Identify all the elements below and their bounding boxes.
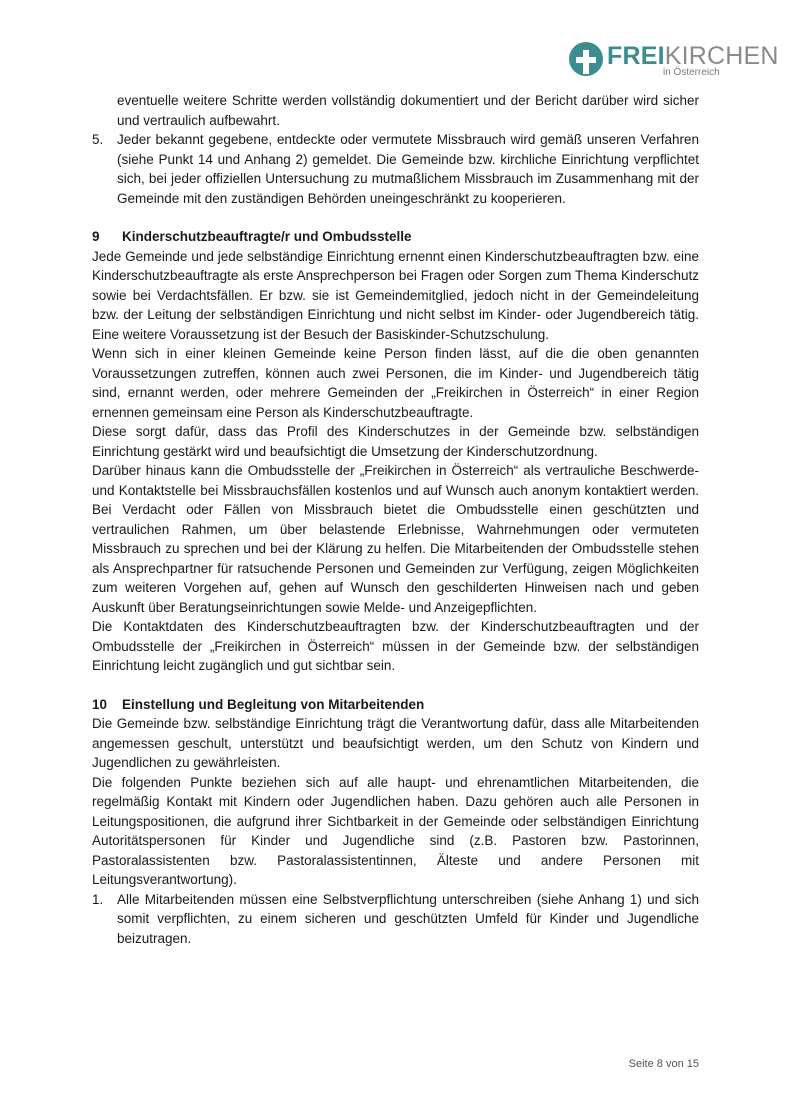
list-number: 5.: [92, 132, 104, 147]
document-body: [92, 91, 699, 948]
logo-wordmark: FREIKIRCHEN: [607, 42, 779, 70]
page-number: Seite 8 von 15: [628, 1058, 699, 1070]
paragraph: Jede Gemeinde und jede selbständige Einrichtung ernennt einen Kinderschutzbeauftragten bzw. eine Kinderschutzbeauftragte als erste Ansprechperson bei Fragen oder Sorgen zum Thema Kinderschutz sowie bei Verdachtsfällen. Er bzw. sie ist Gemeindemitglied, jedoch nicht in der Gemeindeleitung bzw. der Leitung der selbständigen Einrichtung und nicht selbst im Kinder- oder Jugendbereich tätig. Eine weitere Voraussetzung ist der Besuch der Basiskinder-Schutzschulung.: [92, 248, 699, 342]
list-number: 1.: [92, 891, 104, 907]
list-continuation: eventuelle weitere Schritte werden vollständig dokumentiert und der Bericht darüber wird sicher und vertraulich aufbewahrt.: [117, 93, 699, 128]
list-text: Jeder bekannt gegebene, entdeckte oder vermutete Missbrauch wird gemäß unseren Verfahren (siehe Punkt 14 und Anhang 2) gemeldet. Die Gemeinde bzw. kirchliche Einrichtung verpflichtet sich, bei jeder offiziellen Untersuchung zu mutmaßlichem Missbrauch im Zusammenhang mit der Gemeinde mit den zuständigen Behörden uneingeschränkt zu kooperieren.: [117, 132, 699, 206]
freikirchen-logo: [569, 40, 779, 80]
paragraph: Die Gemeinde bzw. selbständige Einrichtung trägt die Verantwortung dafür, dass alle Mitarbeitenden angemessen geschult, unterstützt und beaufsichtigt werden, um den Schutz von Kindern und Jugendlichen zu gewährleisten.: [92, 716, 699, 770]
section-9-heading: [92, 227, 699, 247]
paragraph: Die Kontaktdaten des Kinderschutzbeauftragten bzw. der Kinderschutzbeauftragten und der Ombudsstelle der „Freikirchen in Österreich“ müssen in der Gemeinde bzw. der selbständigen Einrichtung leicht zugänglich und gut sichtbar sein.: [92, 619, 699, 673]
cross-icon: [569, 42, 603, 76]
section-number: 9: [92, 229, 100, 244]
list-item-1: [92, 890, 699, 949]
paragraph: Die folgenden Punkte beziehen sich auf alle haupt- und ehrenamtlichen Mitarbeitenden, die regelmäßig Kontakt mit Kindern oder Jugendlichen haben. Dazu gehören auch alle Personen in Leitungspositionen, die aufgrund ihrer Sichtbarkeit in der Gemeinde oder selbständigen Einrichtung Autoritätspersonen für Kinder und Jugendliche sind (z.B. Pastoren bzw. Pastorinnen, Pastoralassistenten bzw. Pastoralassistentinnen, Älteste und andere Personen mit Leitungsverantwortung).: [92, 774, 699, 887]
section-title: Kinderschutzbeauftragte/r und Ombudsstelle: [122, 229, 412, 244]
logo-subtitle: in Österreich: [663, 67, 720, 78]
paragraph: Diese sorgt dafür, dass das Profil des Kinderschutzes in der Gemeinde bzw. selbständigen Einrichtung gestärkt wird und beaufsichtigt die Umsetzung der Kinderschutzordnung.: [92, 424, 699, 459]
paragraph: Darüber hinaus kann die Ombudsstelle der „Freikirchen in Österreich“ als vertrauliche Beschwerde- und Kontaktstelle bei Missbrauchsfällen kostenlos und auf Wunsch auch anonym kontaktiert werden. Bei Verdacht oder Fällen von Missbrauch bietet die Ombudsstelle einen geschützten und vertraulichen Rahmen, um über belastende Erlebnisse, Wahrnehmungen oder vermuteten Missbrauch zu sprechen und bei der Klärung zu helfen. Die Mitarbeitenden der Ombudsstelle stehen als Ansprechpartner für ratsuchende Personen und Gemeinden zur Verfügung, zeigen Möglichkeiten zum weiteren Vorgehen auf, gehen auf Wunsch den geschilderten Hinweisen nach und geben Auskunft über Beratungseinrichtungen sowie Melde- und Anzeigepflichten.: [92, 463, 699, 615]
section-number: 10: [92, 696, 108, 712]
list-item-5: [92, 130, 699, 208]
list-text: Alle Mitarbeitenden müssen eine Selbstverpflichtung unterschreiben (siehe Anhang 1) und sich somit verpflichten, zu einem sicheren und geschützten Umfeld für Kinder und Jugendliche beizutragen.: [117, 891, 699, 946]
section-title: Einstellung und Begleitung von Mitarbeitenden: [122, 696, 425, 712]
paragraph: Wenn sich in einer kleinen Gemeinde keine Person finden lässt, auf die die oben genannten Voraussetzungen zutreffen, können auch zwei Personen, die im Kinder- und Jugendbereich tätig sind, ernannt werden, oder mehrere Gemeinden der „Freikirchen in Österreich“ in einer Region ernennen gemeinsam eine Person als Kinderschutzbeauftragte.: [92, 346, 699, 420]
section-10-heading: [92, 695, 699, 715]
